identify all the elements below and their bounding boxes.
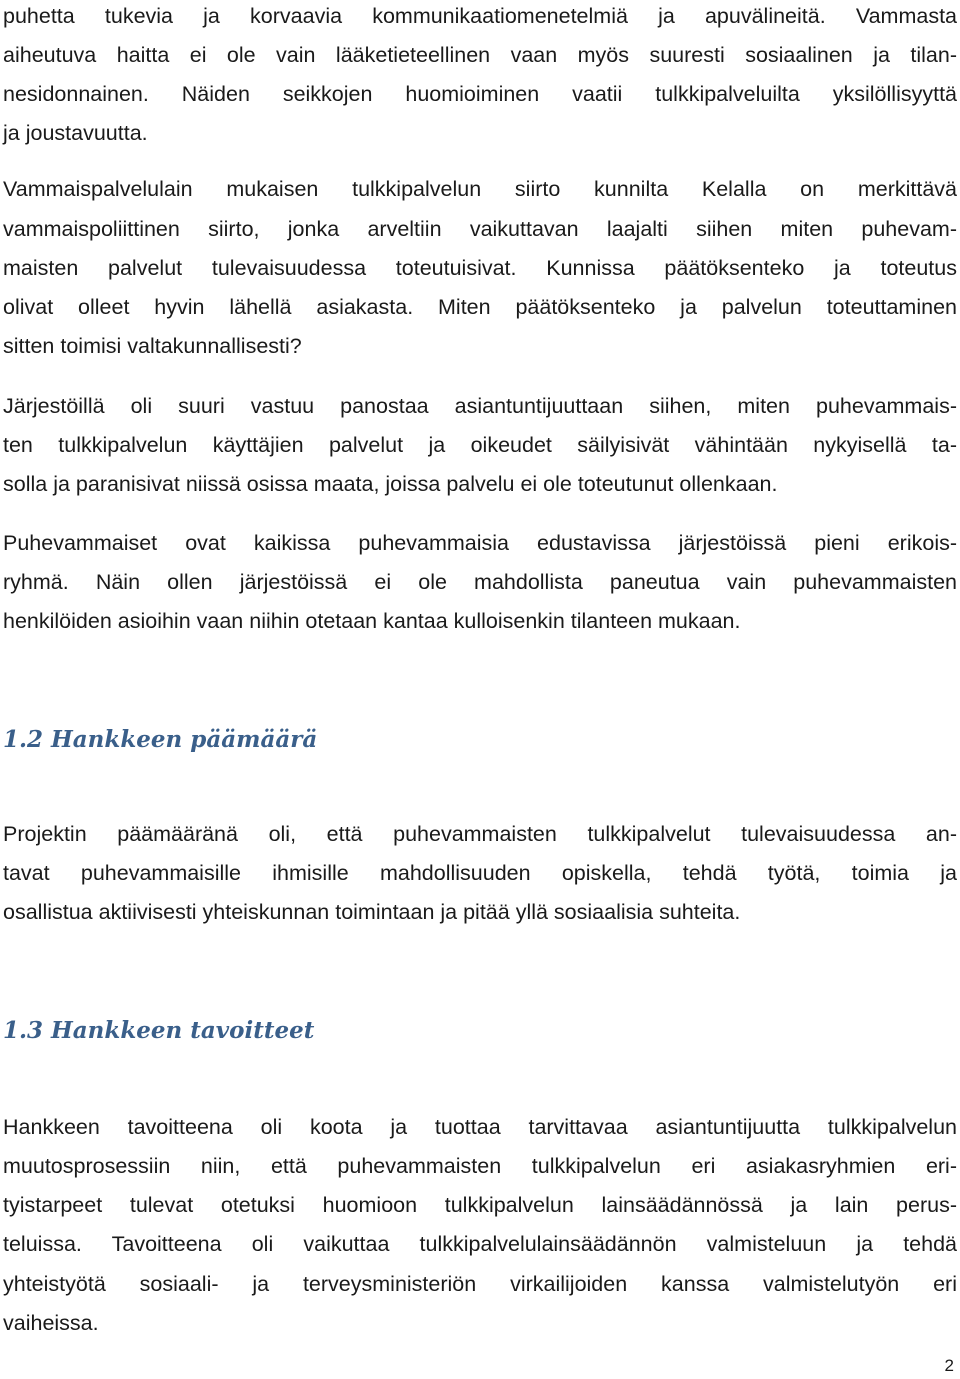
paragraph-line: ja joustavuutta.	[3, 121, 148, 145]
paragraph-line: vammaispoliittinen siirto, jonka arveltiin vaikuttavan laajalti siihen miten puhevam-	[3, 217, 957, 241]
paragraph-line: Projektin päämääränä oli, että puhevammaisten tulkkipalvelut tulevaisuudessa an-	[3, 822, 957, 846]
paragraph-line: ten tulkkipalvelun käyttäjien palvelut ja oikeudet säilyisivät vähintään nykyisellä ta-	[3, 433, 957, 457]
paragraph-line: henkilöiden asioihin vaan niihin otetaan kantaa kulloisenkin tilanteen mukaan.	[3, 609, 741, 633]
paragraph-line: vaiheissa.	[3, 1311, 99, 1335]
paragraph-line: solla ja paranisivat niissä osissa maata, joissa palvelu ei ole toteutunut ollenkaan.	[3, 472, 778, 496]
section-heading-1-3: 1.3 Hankkeen tavoitteet	[3, 1017, 315, 1044]
paragraph-line: Puhevammaiset ovat kaikissa puhevammaisia edustavissa järjestöissä pieni erikois-	[3, 531, 957, 555]
paragraph-line: maisten palvelut tulevaisuudessa toteutuisivat. Kunnissa päätöksenteko ja toteutus	[3, 256, 957, 280]
section-heading-1-2: 1.2 Hankkeen päämäärä	[3, 726, 318, 753]
paragraph-line: osallistua aktiivisesti yhteiskunnan toimintaan ja pitää yllä sosiaalisia suhteita.	[3, 900, 741, 924]
paragraph-line: tyistarpeet tulevat otetuksi huomioon tulkkipalvelun lainsäädännössä ja lain perus-	[3, 1193, 957, 1217]
paragraph-line: nesidonnainen. Näiden seikkojen huomioiminen vaatii tulkkipalveluilta yksilöllisyyttä	[3, 82, 957, 106]
paragraph-line: yhteistyötä sosiaali- ja terveysministeriön virkailijoiden kanssa valmistelutyön eri	[3, 1272, 957, 1296]
page-number: 2	[944, 1356, 954, 1375]
paragraph-line: olivat olleet hyvin lähellä asiakasta. Miten päätöksenteko ja palvelun toteuttaminen	[3, 295, 957, 319]
paragraph-line: ryhmä. Näin ollen järjestöissä ei ole mahdollista paneutua vain puhevammaisten	[3, 570, 957, 594]
paragraph-line: Hankkeen tavoitteena oli koota ja tuottaa tarvittavaa asiantuntijuutta tulkkipalvelun	[3, 1115, 957, 1139]
paragraph-line: Vammaispalvelulain mukaisen tulkkipalvelun siirto kunnilta Kelalla on merkittävä	[3, 177, 957, 201]
paragraph-line: tavat puhevammaisille ihmisille mahdollisuuden opiskella, tehdä työtä, toimia ja	[3, 861, 957, 885]
paragraph-line: sitten toimisi valtakunnallisesti?	[3, 334, 302, 358]
paragraph-line: Järjestöillä oli suuri vastuu panostaa asiantuntijuuttaan siihen, miten puhevammais-	[3, 394, 957, 418]
paragraph-line: puhetta tukevia ja korvaavia kommunikaatiomenetelmiä ja apuvälineitä. Vammasta	[3, 4, 957, 28]
paragraph-line: muutosprosessiin niin, että puhevammaisten tulkkipalvelun eri asiakasryhmien eri-	[3, 1154, 957, 1178]
paragraph-line: teluissa. Tavoitteena oli vaikuttaa tulkkipalvelulainsäädännön valmisteluun ja tehdä	[3, 1232, 957, 1256]
paragraph-line: aiheutuva haitta ei ole vain lääketieteellinen vaan myös suuresti sosiaalinen ja tilan-	[3, 43, 957, 67]
